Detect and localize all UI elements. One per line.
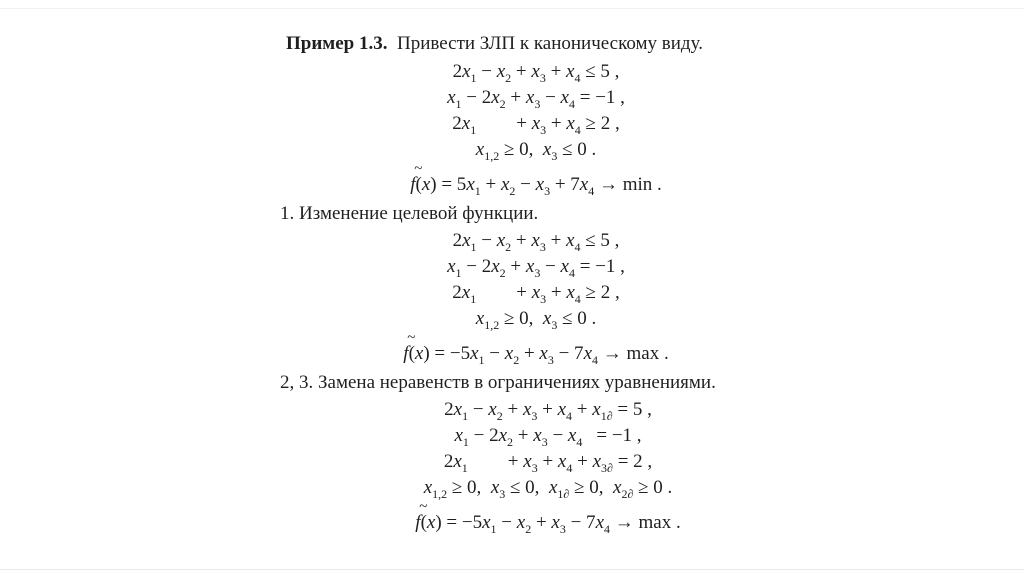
constraint-line-1: $2x_1 - x_2 + x_3 + x_4 + x_{1\partial} = 5$ , bbox=[444, 399, 652, 423]
objective-function-max-canonical: ~ $f(x) = -5x_1 - x_2 + x_3 - 7x_4 \to \max$ . bbox=[415, 499, 681, 536]
constraint-line-3: $2x_1 + x_3 + x_4 \ge 2$ , bbox=[452, 113, 620, 137]
original-constraints-block bbox=[280, 59, 792, 163]
canonical-constraints-block bbox=[292, 397, 804, 501]
example-title bbox=[286, 32, 792, 56]
constraint-line-3: $2x_1 + x_3 + x_4 + x_{3\partial} = 2$ , bbox=[443, 451, 653, 475]
slide-bottom-border bbox=[0, 569, 1024, 570]
objective-function-max: ~ $f(x) = -5x_1 - x_2 + x_3 - 7x_4 \to \max$ . bbox=[403, 330, 669, 367]
slide-top-border bbox=[0, 8, 1024, 9]
constraint-line-1: $2x_1 - x_2 + x_3 + x_4 \le 5$ , bbox=[452, 61, 620, 85]
sign-constraints-line: $x_{1,2} \ge 0$, $x_3 \le 0$ . bbox=[475, 308, 597, 332]
constraint-line-2: $x_1 - 2x_2 + x_3 - x_4 = -1$ , bbox=[447, 256, 625, 280]
constraint-line-2: $x_1 - 2x_2 + x_3 - x_4 = -1$ , bbox=[454, 425, 642, 449]
example-title-text: Привести ЗЛП к каноническому виду. bbox=[387, 33, 703, 54]
step-2-3-label: 2, 3. Замена неравенств в ограничениях уравнениями. bbox=[280, 372, 716, 393]
step-1-label: 1. Изменение целевой функции. bbox=[280, 203, 539, 224]
example-title-number: Пример 1.3. bbox=[286, 33, 388, 54]
modified-constraints-block bbox=[280, 228, 792, 332]
constraint-line-1: $2x_1 - x_2 + x_3 + x_4 \le 5$ , bbox=[452, 230, 620, 254]
constraint-line-2: $x_1 - 2x_2 + x_3 - x_4 = -1$ , bbox=[447, 87, 625, 111]
sign-constraints-line: $x_{1,2} \ge 0$, $x_3 \le 0$ . bbox=[475, 139, 597, 163]
objective-function-min: ~ $f(x) = 5x_1 + x_2 - x_3 + 7x_4 \to \min$ . bbox=[410, 161, 662, 198]
sign-constraints-line: $x_{1,2} \ge 0$, $x_3 \le 0$, $x_{1\partial} \ge 0$, $x_{2\partial} \ge 0$ . bbox=[423, 477, 673, 501]
constraint-line-3: $2x_1 + x_3 + x_4 \ge 2$ , bbox=[452, 282, 620, 306]
slide-content bbox=[280, 32, 792, 539]
